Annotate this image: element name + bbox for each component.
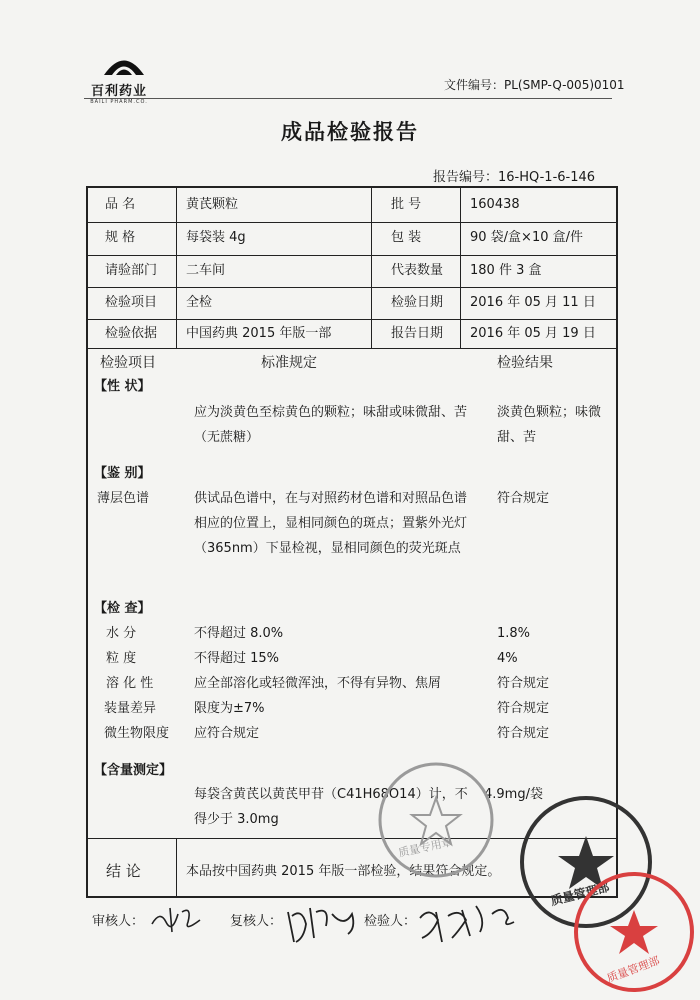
check-standard: 应全部溶化或轻微浑浊，不得有异物、焦屑	[194, 676, 442, 691]
logo-mark-icon	[102, 52, 146, 76]
reviewer-label: 审核人：	[92, 914, 145, 929]
reviewer-signature-icon	[148, 902, 208, 936]
check-standard: 应符合规定	[194, 726, 260, 741]
item-label: 检验项目	[105, 295, 158, 310]
qc-seal-icon	[376, 760, 496, 880]
dept-label: 请验部门	[105, 263, 158, 278]
rechecker-label: 复核人：	[230, 914, 283, 929]
logo-subtext: BAILI PHARM.CO.	[90, 99, 148, 105]
quantity-label: 代表数量	[391, 263, 444, 278]
check-name: 装量差异	[104, 701, 157, 716]
basis-label: 检验依据	[105, 326, 158, 341]
package-value: 90 袋/盒×10 盒/件	[470, 230, 584, 245]
header-divider	[84, 98, 612, 99]
properties-result: 淡黄色颗粒；味微甜、苦	[497, 405, 602, 445]
check-result: 符合规定	[497, 726, 550, 741]
inspector-signature-icon	[414, 898, 524, 948]
inspector-label: 检验人：	[364, 914, 417, 929]
check-result: 1.8%	[497, 626, 531, 641]
section-inspection: 【检 查】	[94, 601, 151, 616]
item-value: 全检	[186, 295, 213, 310]
test-date-label: 检验日期	[391, 295, 444, 310]
col-divider	[176, 188, 177, 348]
header-item: 检验项目	[100, 355, 156, 371]
section-assay: 【含量测定】	[94, 763, 173, 778]
spec-value: 每袋装 4g	[186, 230, 246, 245]
row-divider	[88, 348, 616, 349]
tlc-standard: 供试品色谱中，在与对照药材色谱和对照品色谱相应的位置上，显相同颜色的斑点；置紫外光灯（365nm）下显检视，显相同颜色的荧光斑点	[194, 491, 468, 556]
check-result: 符合规定	[497, 701, 550, 716]
col-divider	[176, 838, 177, 896]
col-divider	[460, 188, 461, 348]
check-name: 溶 化 性	[106, 676, 154, 691]
company-seal-text: 质量管理部	[549, 879, 611, 909]
assay-standard-line2: 得少于 3.0mg	[194, 812, 279, 827]
package-label: 包 装	[391, 230, 422, 245]
assay-result: 4.9mg/袋	[484, 787, 543, 802]
row-divider	[88, 222, 616, 223]
report-date-value: 2016 年 05 月 19 日	[470, 326, 596, 341]
basis-value: 中国药典 2015 年版一部	[186, 326, 332, 341]
product-name-value: 黄芪颗粒	[186, 197, 239, 212]
check-name: 粒 度	[106, 651, 137, 666]
dept-value: 二车间	[186, 263, 226, 278]
product-name-label: 品 名	[105, 197, 136, 212]
batch-label: 批 号	[391, 197, 422, 212]
tlc-result: 符合规定	[497, 491, 550, 506]
header-result: 检验结果	[497, 355, 553, 371]
red-seal-text: 质量管理部	[605, 954, 662, 986]
tlc-name: 薄层色谱	[97, 491, 150, 506]
section-identification: 【鉴 别】	[94, 466, 151, 481]
properties-standard: 应为淡黄色至棕黄色的颗粒；味甜或味微甜、苦（无蔗糖）	[194, 405, 468, 445]
check-standard: 限度为±7%	[194, 701, 265, 716]
file-number: 文件编号：PL(SMP-Q-005)0101	[444, 78, 625, 92]
header-standard: 标准规定	[261, 355, 317, 371]
check-result: 4%	[497, 651, 518, 666]
qc-seal-text: 质量专用章	[397, 835, 454, 860]
row-divider	[88, 319, 616, 320]
report-number: 报告编号：16-HQ-1-6-146	[433, 170, 596, 185]
quantity-value: 180 件 3 盒	[470, 263, 542, 278]
check-result: 符合规定	[497, 676, 550, 691]
rechecker-signature-icon	[282, 898, 362, 946]
col-divider	[371, 188, 372, 348]
conclusion-text: 本品按中国药典 2015 年版一部检验，结果符合规定。	[186, 864, 501, 879]
spec-label: 规 格	[105, 230, 136, 245]
assay-standard-line1: 每袋含黄芪以黄芪甲苷（C41H68O14）计，不	[194, 787, 468, 802]
page-title: 成品检验报告	[281, 120, 419, 144]
check-standard: 不得超过 15%	[194, 651, 280, 666]
row-divider	[88, 255, 616, 256]
test-date-value: 2016 年 05 月 11 日	[470, 295, 596, 310]
check-standard: 不得超过 8.0%	[194, 626, 284, 641]
batch-value: 160438	[470, 197, 520, 212]
row-divider	[88, 287, 616, 288]
check-name: 微生物限度	[104, 726, 170, 741]
report-date-label: 报告日期	[391, 326, 444, 341]
conclusion-label: 结 论	[106, 862, 141, 880]
logo-text: 百利药业	[90, 84, 147, 99]
check-name: 水 分	[106, 626, 137, 641]
section-properties: 【性 状】	[94, 379, 151, 394]
